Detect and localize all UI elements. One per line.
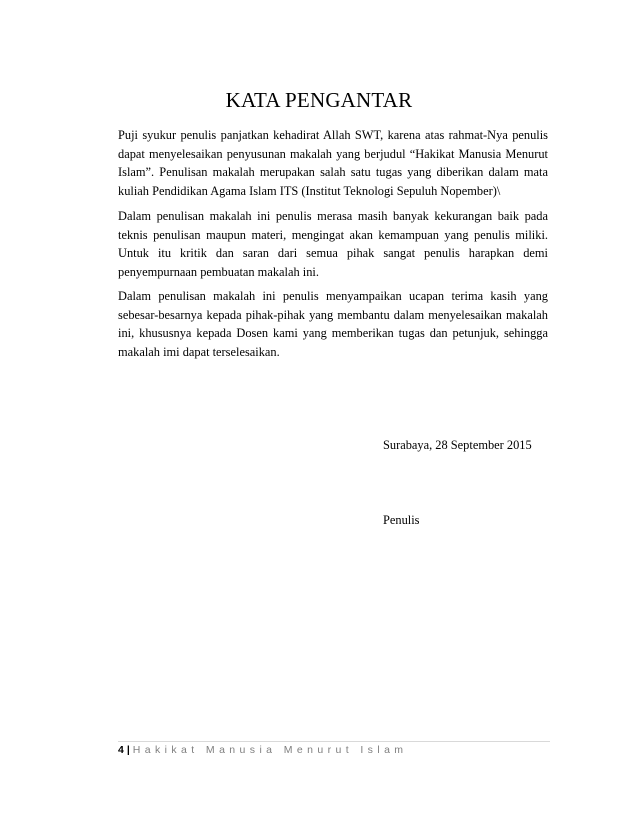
footer-separator: |: [126, 744, 130, 756]
page-number: 4: [118, 744, 124, 756]
paragraph-3: Dalam penulisan makalah ini penulis menyampaikan ucapan terima kasih yang sebesar-besarnya kepada pihak-pihak yang membantu dalam menyelesaikan makalah ini, khususnya kepada Dosen kami yang memberikan tugas dan petunjuk, sehingga makalah imi dapat terselesaikan.: [118, 289, 548, 359]
page-footer: [118, 742, 407, 758]
page-title: KATA PENGANTAR: [225, 88, 413, 112]
paragraph-2: Dalam penulisan makalah ini penulis merasa masih banyak kekurangan baik pada teknis penulisan maupun materi, mengingat akan kemampuan yang penulis miliki. Untuk itu kritik dan saran dari semua pihak sangat penulis harapkan demi penyempurnaan pembuatan makalah ini.: [118, 209, 548, 279]
place-date: Surabaya, 28 September 2015: [383, 438, 532, 452]
running-title: Hakikat Manusia Menurut Islam: [132, 744, 408, 756]
paragraph-1: Puji syukur penulis panjatkan kehadirat Allah SWT, karena atas rahmat-Nya penulis dapat menyelesaikan penyusunan makalah yang berjudul “Hakikat Manusia Menurut Islam”. Penulisan makalah merupakan salah satu tugas yang diberikan dalam mata kuliah Pendidikan Agama Islam ITS (Institut Teknologi Sepuluh Nopember)\: [118, 128, 548, 198]
author-signature-label: Penulis: [383, 513, 420, 527]
